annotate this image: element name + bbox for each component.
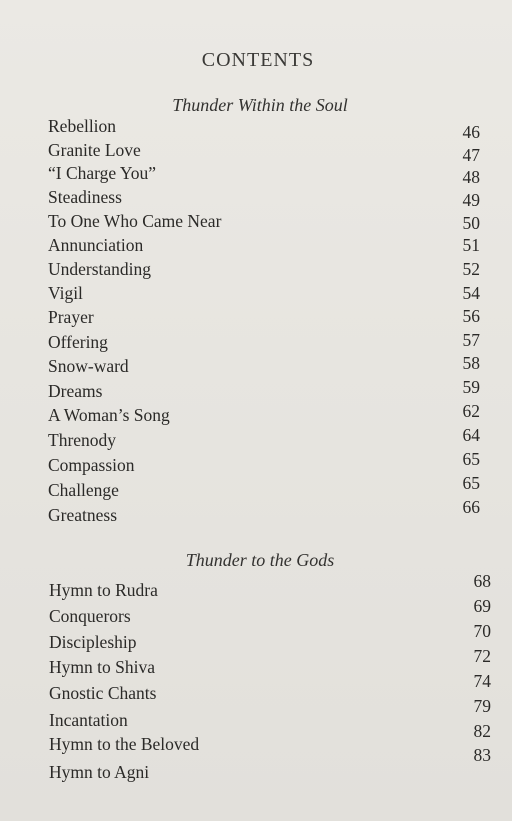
toc-entry-title: Greatness	[48, 505, 118, 525]
toc-entry-page: 58	[462, 353, 480, 373]
toc-entry-title: Gnostic Chants	[49, 683, 157, 703]
toc-entry-title: Hymn to Rudra	[49, 580, 158, 600]
toc-entry-title: Hymn to Agni	[49, 762, 150, 782]
toc-entry-page: 54	[462, 283, 480, 303]
toc-entry-page: 69	[473, 596, 491, 616]
toc-entry-page: 64	[462, 425, 480, 445]
toc-entry-title: Steadiness	[48, 187, 122, 207]
toc-entry-page: 51	[462, 235, 480, 255]
toc-entry-title: Incantation	[49, 710, 128, 730]
toc-entry-title: Conquerors	[49, 606, 131, 626]
toc-entry-title: Compassion	[48, 455, 135, 475]
toc-entry-page: 48	[462, 167, 480, 187]
toc-entry-page: 68	[473, 571, 491, 591]
toc-entry-title: Snow-ward	[48, 356, 129, 376]
toc-entry-page: 66	[462, 497, 480, 517]
toc-entry-title: Threnody	[48, 430, 117, 450]
toc-entry-page: 72	[473, 646, 491, 666]
toc-entry-title: A Woman’s Song	[48, 405, 170, 425]
toc-entry-title: Offering	[48, 332, 108, 352]
toc-entry-page: 52	[462, 259, 480, 279]
toc-entry-page: 74	[473, 671, 491, 691]
toc-entry-page: 62	[462, 401, 480, 421]
toc-entry-title: Understanding	[48, 259, 152, 279]
toc-entry-title: Discipleship	[49, 632, 137, 652]
toc-entry-page: 50	[462, 213, 480, 233]
toc-entry-title: “I Charge You”	[48, 163, 157, 183]
toc-entry-title: Rebellion	[48, 116, 117, 136]
toc-entry-page: 56	[462, 306, 480, 326]
contents-heading: CONTENTS	[201, 49, 315, 71]
toc-entry-page: 65	[462, 449, 480, 469]
section-title-thunder-to-the-gods: Thunder to the Gods	[185, 550, 335, 570]
toc-entry-page: 59	[462, 377, 480, 397]
toc-entry-title: Granite Love	[48, 140, 141, 160]
toc-entry-page: 49	[462, 190, 480, 210]
toc-entry-title: Vigil	[48, 283, 83, 303]
toc-entry-page: 83	[473, 745, 491, 765]
toc-entry-page: 82	[473, 721, 491, 741]
toc-entry-title: Prayer	[48, 307, 94, 327]
toc-entry-page: 70	[473, 621, 491, 641]
toc-entry-title: Challenge	[48, 480, 119, 500]
toc-entry-title: Annunciation	[48, 235, 144, 255]
toc-entry-page: 47	[462, 145, 480, 165]
toc-entry-title: Hymn to Shiva	[49, 657, 155, 677]
toc-entry-title: Hymn to the Beloved	[49, 734, 200, 754]
toc-entry-title: Dreams	[48, 381, 103, 401]
toc-entry-page: 65	[462, 473, 480, 493]
toc-entry-title: To One Who Came Near	[48, 211, 222, 231]
section-title-thunder-within-the-soul: Thunder Within the Soul	[172, 95, 348, 115]
toc-entry-page: 46	[462, 122, 480, 142]
toc-entry-page: 79	[473, 696, 491, 716]
toc-entry-page: 57	[462, 330, 480, 350]
